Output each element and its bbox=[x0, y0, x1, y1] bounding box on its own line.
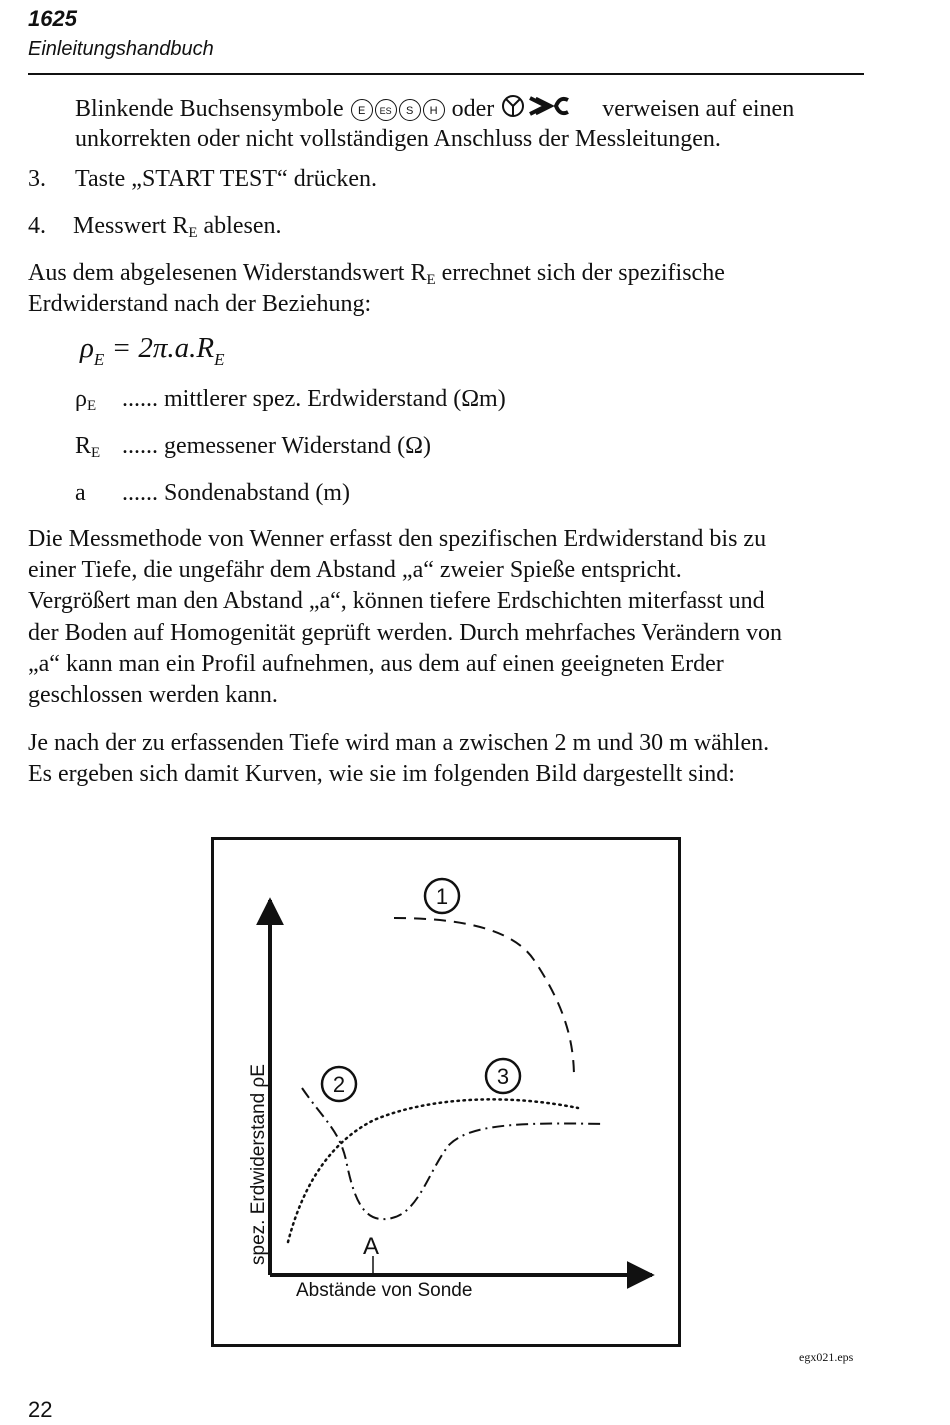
note-line-1-start: Blinkende Buchsensymbole bbox=[75, 96, 344, 122]
step-4-subscript: E bbox=[188, 225, 198, 241]
legend-symbol-subscript: E bbox=[86, 398, 97, 414]
legend-symbol: R bbox=[75, 433, 92, 459]
socket-symbol-es: ES bbox=[375, 99, 397, 121]
y-axis-label: spez. Erdwiderstand ρE bbox=[248, 1064, 269, 1265]
manual-title: Einleitungshandbuch bbox=[28, 38, 214, 60]
curve-1 bbox=[394, 918, 574, 1078]
step-4-text-start: Messwert R bbox=[73, 213, 189, 239]
paragraph-3-line-1: Je nach der zu erfassenden Tiefe wird man a zwischen 2 m und 30 m wählen. bbox=[28, 730, 770, 756]
clamp-symbol-icon bbox=[500, 93, 596, 119]
paragraph-2-line-2: einer Tiefe, die ungefähr dem Abstand „a“ zweier Spieße entspricht. bbox=[28, 557, 682, 583]
paragraph-2-line-6: geschlossen werden kann. bbox=[28, 682, 278, 708]
legend-text-a: ...... Sondenabstand (m) bbox=[122, 480, 350, 506]
paragraph-2-line-3: Vergrößert man den Abstand „a“, können tiefere Erdschichten miterfasst und bbox=[28, 588, 765, 614]
note-line-1-or: oder bbox=[451, 96, 495, 122]
x-axis-label: Abstände von Sonde bbox=[296, 1280, 473, 1301]
legend-symbol: ρ bbox=[75, 386, 87, 412]
note-line-1 bbox=[75, 93, 794, 125]
socket-symbol-h: H bbox=[423, 99, 445, 121]
step-4-text bbox=[73, 211, 281, 249]
step-4-text-end: ablesen. bbox=[197, 213, 282, 239]
figure-canvas bbox=[214, 840, 678, 1344]
step-3-text: Taste „START TEST“ drücken. bbox=[75, 166, 378, 192]
manual-model-number: 1625 bbox=[28, 6, 77, 31]
header-divider bbox=[28, 73, 864, 75]
figure-file-name: egx021.eps bbox=[799, 1350, 854, 1364]
legend-text-rho: ...... mittlerer spez. Erdwiderstand (Ωm) bbox=[122, 386, 506, 412]
paragraph-3-line-2: Es ergeben sich damit Kurven, wie sie im folgenden Bild dargestellt sind: bbox=[28, 761, 735, 787]
wenner-formula bbox=[80, 332, 225, 370]
selective-clamp-icon bbox=[530, 98, 568, 114]
paragraph-2-line-5: „a“ kann man ein Profil aufnehmen, aus dem auf einen geeigneten Erder bbox=[28, 651, 724, 677]
paragraph-1-line-2: Erdwiderstand nach der Beziehung: bbox=[28, 291, 372, 317]
legend-text-r: ...... gemessener Widerstand (Ω) bbox=[122, 433, 431, 459]
legend-symbol-subscript: E bbox=[91, 445, 101, 461]
step-4-number: 4. bbox=[28, 213, 46, 239]
paragraph-2-line-4: der Boden auf Homogenität geprüft werden. Durch mehrfaches Verändern von bbox=[28, 620, 782, 646]
paragraph-1-line-1-end: errechnet sich der spezifische bbox=[435, 260, 725, 286]
legend-symbol-a: a bbox=[75, 480, 86, 506]
page-number: 22 bbox=[28, 1397, 53, 1422]
formula-r-subscript: E bbox=[214, 350, 225, 369]
socket-symbol-e: E bbox=[351, 99, 373, 121]
formula-rho: ρ bbox=[80, 332, 94, 364]
note-line-2: unkorrekten oder nicht vollständigen Anschluss der Messleitungen. bbox=[75, 126, 721, 152]
socket-symbol-s: S bbox=[399, 99, 421, 121]
note-line-1-end: verweisen auf einen bbox=[602, 96, 795, 122]
resistivity-curves-figure bbox=[211, 837, 681, 1347]
legend-symbol-r bbox=[75, 431, 100, 469]
paragraph-1-subscript: E bbox=[426, 272, 436, 288]
paragraph-2-line-1: Die Messmethode von Wenner erfasst den spezifischen Erdwiderstand bis zu bbox=[28, 526, 767, 552]
curve-label-1: 1 bbox=[435, 884, 449, 909]
paragraph-1-line-1-start: Aus dem abgelesenen Widerstandswert R bbox=[28, 260, 427, 286]
formula-rhs: = 2π.a.R bbox=[111, 332, 215, 364]
formula-rho-subscript: E bbox=[93, 350, 105, 369]
marker-a-label: A bbox=[363, 1233, 380, 1260]
step-3-number: 3. bbox=[28, 166, 46, 192]
curve-label-2: 2 bbox=[332, 1072, 346, 1097]
curve-2 bbox=[302, 1088, 604, 1219]
curve-label-3: 3 bbox=[496, 1064, 510, 1089]
legend-symbol-rho bbox=[75, 384, 96, 422]
